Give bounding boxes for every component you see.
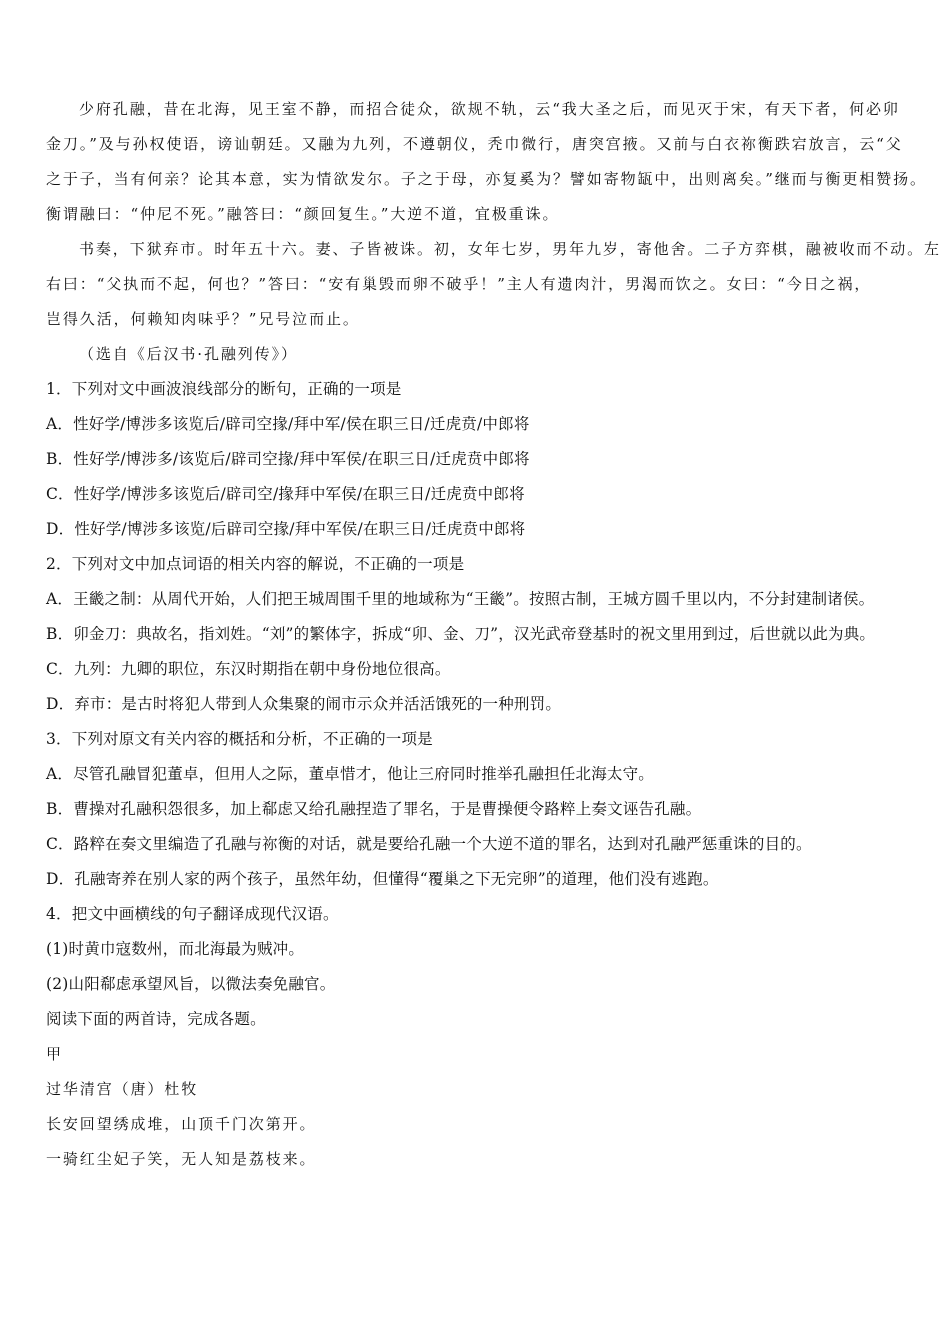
option-b: B．曹操对孔融积怨很多，加上郗虑又给孔融捏造了罪名，于是曹操便令路粹上奏文诬告孔融。 <box>46 800 702 818</box>
poem-line: 长安回望绣成堆，山顶千门次第开。 <box>46 1115 317 1133</box>
question-stem: 2．下列对文中加点词语的相关内容的解说，不正确的一项是 <box>46 555 465 573</box>
question-stem: 3．下列对原文有关内容的概括和分析，不正确的一项是 <box>46 730 433 748</box>
passage-line: 之于子，当有何亲？论其本意，实为情欲发尔。子之于母，亦复奚为？譬如寄物缻中，出则离矣。”继而与衡更相赞扬。 <box>46 170 927 188</box>
poem-title: 过华清宫（唐）杜牧 <box>46 1080 199 1098</box>
option-b: B．卯金刀：典故名，指刘姓。“刘”的繁体字，拆成“卯、金、刀”，汉光武帝登基时的祝文里用到过，后世就以此为典。 <box>46 625 876 643</box>
translation-item-2: (2)山阳郗虑承望风旨，以微法奏免融官。 <box>46 975 336 993</box>
option-c: C．九列：九卿的职位，东汉时期指在朝中身份地位很高。 <box>46 660 451 678</box>
option-c: C．路粹在奏文里编造了孔融与祢衡的对话，就是要给孔融一个大逆不道的罪名，达到对孔融严惩重诛的目的。 <box>46 835 812 853</box>
option-d: D．孔融寄养在别人家的两个孩子，虽然年幼，但懂得“覆巢之下无完卵”的道理，他们没有逃跑。 <box>46 870 719 888</box>
poem-section <box>46 1002 910 1177</box>
passage-line: 书奏，下狱弃市。时年五十六。妻、子皆被诛。初，女年七岁，男年九岁，寄他舍。二子方弈棋，融被收而不动。左 <box>79 240 941 258</box>
question-3 <box>46 722 910 897</box>
question-1 <box>46 372 910 547</box>
option-d: D．性好学/博涉多该览/后辟司空掾/拜中军侯/在职三日/迁虎贲中郎将 <box>46 520 526 538</box>
option-a: A．尽管孔融冒犯董卓，但用人之际，董卓惜才，他让三府同时推举孔融担任北海太守。 <box>46 765 654 783</box>
option-b: B．性好学/博涉多/该览后/辟司空掾/拜中军侯/在职三日/迁虎贲中郎将 <box>46 450 530 468</box>
question-2 <box>46 547 910 722</box>
passage-line: 衡谓融曰：“仲尼不死。”融答曰：“颜回复生。”大逆不道，宜极重诛。 <box>46 205 560 223</box>
passage-line: 右曰：“父执而不起，何也？”答曰：“安有巢毁而卵不破乎！”主人有遗肉汁，男渴而饮之。女曰：“今日之祸， <box>46 275 872 293</box>
document-page <box>46 92 941 1177</box>
translation-item-1: (1)时黄巾寇数州，而北海最为贼冲。 <box>46 940 305 958</box>
option-c: C．性好学/博涉多该览后/辟司空/掾拜中军侯/在职三日/迁虎贲中郎将 <box>46 485 525 503</box>
passage-source: （选自《后汉书·孔融列传》） <box>79 345 298 363</box>
question-stem: 1．下列对文中画波浪线部分的断句，正确的一项是 <box>46 380 402 398</box>
passage-line: 金刀。”及与孙权使语，谤讪朝廷。又融为九列，不遵朝仪，秃巾微行，唐突宫掖。又前与白衣祢衡跌宕放言，云“父 <box>46 135 903 153</box>
passage-paragraph-1 <box>46 92 927 232</box>
option-a: A．性好学/博涉多该览后/辟司空掾/拜中军/侯在职三日/迁虎贲/中郎将 <box>46 415 530 433</box>
passage-line: 少府孔融，昔在北海，见王室不静，而招合徒众，欲规不轨，云“我大圣之后，而见灭于宋，有天下者，何必卯 <box>79 100 900 118</box>
poem-line: 一骑红尘妃子笑，无人知是荔枝来。 <box>46 1150 317 1168</box>
poem-label: 甲 <box>46 1045 63 1063</box>
option-a: A．王畿之制：从周代开始，人们把王城周围千里的地域称为“王畿”。按照古制，王城方圆千里以内，不分封建制诸侯。 <box>46 590 875 608</box>
passage-paragraph-2 <box>46 232 941 337</box>
passage-line: 岂得久活，何赖知肉味乎？”兄号泣而止。 <box>46 310 360 328</box>
option-d: D．弃市：是古时将犯人带到人众集聚的闹市示众并活活饿死的一种刑罚。 <box>46 695 562 713</box>
question-stem: 4．把文中画横线的句子翻译成现代汉语。 <box>46 905 339 923</box>
question-4 <box>46 897 910 1002</box>
section-intro: 阅读下面的两首诗，完成各题。 <box>46 1010 266 1028</box>
